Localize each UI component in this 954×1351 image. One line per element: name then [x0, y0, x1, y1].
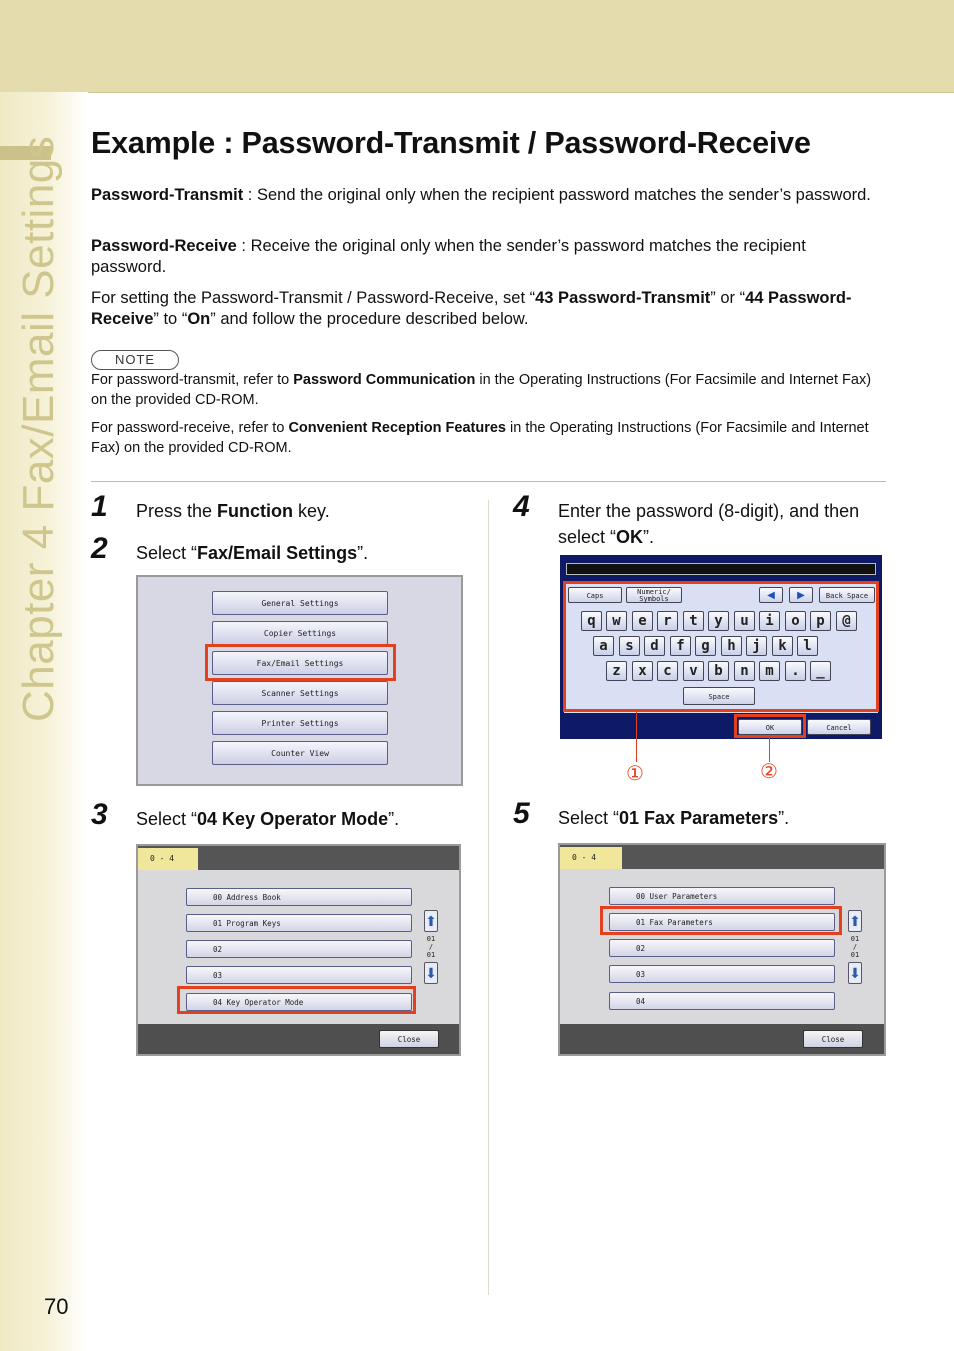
key-u[interactable]: u: [734, 611, 755, 631]
right-arrow-icon[interactable]: ▶: [789, 587, 813, 603]
text: key.: [293, 501, 330, 521]
top-band: [0, 0, 954, 93]
scroll-down-icon[interactable]: ⬇: [848, 962, 862, 984]
highlight-box: [600, 906, 842, 935]
text: ” or “: [710, 289, 746, 307]
text: Select “: [136, 543, 198, 563]
text: For setting the Password-Transmit / Password-Receive, set “: [91, 289, 536, 307]
scroll-down-icon[interactable]: ⬇: [424, 962, 438, 984]
caps-key[interactable]: Caps: [568, 587, 622, 603]
highlight-box: [177, 986, 416, 1014]
text: For password-transmit, refer to: [91, 372, 294, 388]
note-item-2: [91, 419, 886, 458]
intro-paragraph-1: [91, 185, 876, 206]
text: Select “: [558, 808, 620, 828]
term-password-transmit: Password-Transmit: [91, 186, 244, 204]
text: ”.: [778, 808, 790, 828]
numeric-symbols-key[interactable]: Numeric/ Symbols: [626, 587, 682, 603]
space-key[interactable]: Space: [683, 687, 755, 705]
key-period[interactable]: .: [785, 661, 806, 681]
scroll-up-icon[interactable]: ⬆: [424, 910, 438, 932]
text: ”.: [388, 809, 400, 829]
key-q[interactable]: q: [581, 611, 602, 631]
key-z[interactable]: z: [606, 661, 627, 681]
callout-1: ①: [626, 763, 644, 785]
footer-bar: [560, 1024, 884, 1054]
key-underscore[interactable]: _: [810, 661, 831, 681]
list-item-03[interactable]: 03: [186, 966, 412, 984]
menu-name: 01 Fax Parameters: [619, 808, 779, 828]
key-v[interactable]: v: [683, 661, 704, 681]
key-name: Function: [217, 501, 294, 521]
tab-0-4[interactable]: 0 - 4: [138, 848, 198, 870]
note-badge: NOTE: [91, 350, 179, 370]
current-page: 01: [850, 935, 860, 943]
callout-leader-line: [636, 712, 637, 762]
step-1-text: [136, 498, 330, 524]
key-j[interactable]: j: [746, 636, 767, 656]
key-y[interactable]: y: [708, 611, 729, 631]
step-number: 3: [91, 798, 108, 831]
close-button[interactable]: Close: [803, 1030, 863, 1048]
key-w[interactable]: w: [606, 611, 627, 631]
list-item-04[interactable]: 04: [609, 992, 835, 1010]
reference-link-text: Password Communication: [293, 372, 476, 388]
setting-44: 44 Password-Receive: [91, 289, 852, 328]
fax-email-settings-button[interactable]: Fax/Email Settings: [212, 651, 388, 675]
left-arrow-icon[interactable]: ◀: [759, 587, 783, 603]
key-k[interactable]: k: [772, 636, 793, 656]
key-l[interactable]: l: [797, 636, 818, 656]
total-pages: 01: [850, 951, 860, 959]
step-4-text: [558, 498, 888, 550]
tab-bar: [138, 846, 459, 870]
page-separator: /: [428, 943, 434, 951]
text: ” and follow the procedure described below.: [210, 310, 529, 328]
key-a[interactable]: a: [593, 636, 614, 656]
text: For password-receive, refer to: [91, 420, 289, 436]
page-indicator: [424, 935, 438, 959]
tab-0-4[interactable]: 0 - 4: [560, 847, 622, 869]
step-2-text: [136, 540, 368, 566]
step-number: 2: [91, 532, 108, 565]
step-number: 4: [513, 490, 530, 523]
cancel-button[interactable]: Cancel: [807, 719, 871, 735]
key-operator-mode-screen: [558, 843, 886, 1056]
text: ”.: [643, 527, 655, 547]
page-number: 70: [44, 1294, 69, 1319]
text: in the Operating Instructions (For Facsimile and Internet Fax) on the provided CD-ROM.: [91, 372, 872, 408]
key-r[interactable]: r: [657, 611, 678, 631]
password-input[interactable]: [566, 563, 876, 575]
tab-bar: [560, 845, 884, 869]
page-title: Example : Password-Transmit / Password-Receive: [91, 126, 811, 160]
key-operator-mode-button[interactable]: 04 Key Operator Mode: [186, 993, 412, 1011]
page-separator: /: [852, 943, 858, 951]
total-pages: 01: [426, 951, 436, 959]
key-s[interactable]: s: [619, 636, 640, 656]
reference-link-text: Convenient Reception Features: [288, 420, 506, 436]
list-item-03[interactable]: 03: [609, 965, 835, 983]
current-page: 01: [426, 935, 436, 943]
text: ”.: [357, 543, 369, 563]
text: ” to “: [153, 310, 188, 328]
fax-parameters-button[interactable]: 01 Fax Parameters: [609, 913, 835, 931]
step-3-text: [136, 806, 399, 832]
key-c[interactable]: c: [657, 661, 678, 681]
scanner-settings-button[interactable]: Scanner Settings: [212, 681, 388, 705]
note-item-1: [91, 371, 886, 410]
highlight-box-ok: [734, 714, 806, 738]
definition-text: : Send the original only when the recipient password matches the sender’s password.: [243, 186, 871, 204]
setting-43: 43 Password-Transmit: [535, 289, 711, 307]
setting-value: On: [187, 310, 211, 328]
close-button[interactable]: Close: [379, 1030, 439, 1048]
scroll-up-icon[interactable]: ⬆: [848, 910, 862, 932]
backspace-key[interactable]: Back Space: [819, 587, 875, 603]
key-d[interactable]: d: [644, 636, 665, 656]
key-h[interactable]: h: [721, 636, 742, 656]
key-at[interactable]: @: [836, 611, 857, 631]
key-b[interactable]: b: [708, 661, 729, 681]
key-o[interactable]: o: [785, 611, 806, 631]
key-f[interactable]: f: [670, 636, 691, 656]
text: Enter the password (8-digit), and then select “: [558, 501, 860, 547]
chapter-title: Chapter 4 Fax/Email Settings: [14, 135, 63, 722]
button-name: OK: [616, 527, 644, 547]
text: Press the: [136, 501, 218, 521]
key-g[interactable]: g: [695, 636, 716, 656]
menu-name: 04 Key Operator Mode: [197, 809, 389, 829]
term-password-receive: Password-Receive: [91, 237, 237, 255]
highlight-box-keys: [563, 581, 879, 712]
key-m[interactable]: m: [759, 661, 780, 681]
printer-settings-button[interactable]: Printer Settings: [212, 711, 388, 735]
key-i[interactable]: i: [759, 611, 780, 631]
intro-paragraph-2: [91, 236, 876, 278]
counter-view-button[interactable]: Counter View: [212, 741, 388, 765]
fax-email-settings-screen: [136, 844, 461, 1056]
column-divider: [488, 500, 489, 1295]
intro-paragraph-3: [91, 288, 876, 330]
general-settings-button[interactable]: General Settings: [212, 591, 388, 615]
copier-settings-button[interactable]: Copier Settings: [212, 621, 388, 645]
address-book-button[interactable]: 00 Address Book: [186, 888, 412, 906]
step-number: 5: [513, 797, 530, 830]
step-5-text: [558, 805, 789, 831]
key-e[interactable]: e: [632, 611, 653, 631]
key-n[interactable]: n: [734, 661, 755, 681]
page-indicator: [848, 935, 862, 959]
list-item-02[interactable]: 02: [609, 939, 835, 957]
footer-bar: [138, 1024, 459, 1054]
text: Select “: [136, 809, 198, 829]
key-p[interactable]: p: [810, 611, 831, 631]
program-keys-button[interactable]: 01 Program Keys: [186, 914, 412, 932]
definition-text: : Receive the original only when the sender’s password matches the recipient password.: [91, 237, 806, 276]
list-item-02[interactable]: 02: [186, 940, 412, 958]
key-x[interactable]: x: [632, 661, 653, 681]
callout-2: ②: [760, 761, 778, 783]
user-parameters-button[interactable]: 00 User Parameters: [609, 887, 835, 905]
key-t[interactable]: t: [683, 611, 704, 631]
ok-button[interactable]: OK: [738, 719, 802, 735]
step-number: 1: [91, 490, 108, 523]
highlight-box: [205, 644, 396, 681]
divider: [91, 481, 886, 482]
menu-name: Fax/Email Settings: [197, 543, 358, 563]
text: in the Operating Instructions (For Facsimile and Internet Fax) on the provided CD-ROM.: [91, 420, 869, 456]
